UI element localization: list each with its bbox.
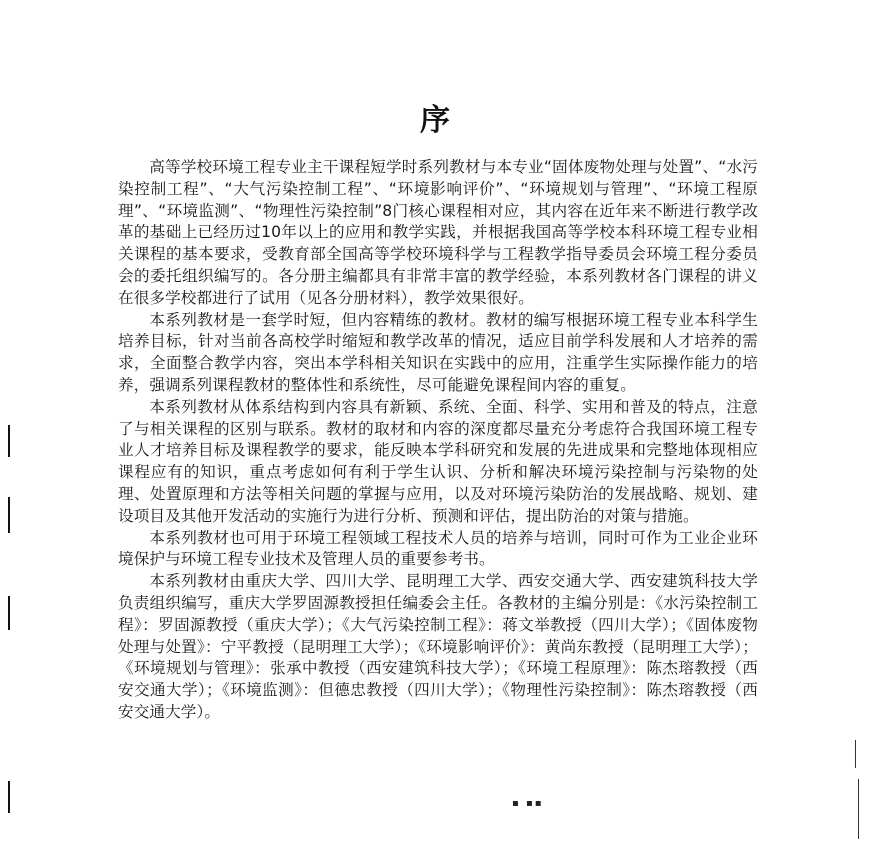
page-footer-mark: ▪ ▪▪ bbox=[512, 798, 544, 809]
scan-edge-mark bbox=[855, 740, 856, 768]
scan-edge-mark bbox=[858, 779, 859, 839]
scan-edge-mark bbox=[8, 425, 10, 457]
paragraph: 本系列教材由重庆大学、四川大学、昆明理工大学、西安交通大学、西安建筑科技大学负责组织编写，重庆大学罗固源教授担任编委会主任。各教材的主编分别是：《水污染控制工程》：罗固源教授（重庆大学）；《大气污染控制工程》：蒋文举教授（四川大学）；《固体废物处理与处置》：宁平教授（昆明理工大学）；《环境影响评价》：黄尚东教授（昆明理工大学）；《环境规划与管理》：张承中教授（西安建筑科技大学）；《环境工程原理》：陈杰瑢教授（西安交通大学）；《环境监测》：但德忠教授（四川大学）；《物理性污染控制》：陈杰瑢教授（西安交通大学）。 bbox=[118, 572, 758, 721]
paragraph: 本系列教材也可用于环境工程领域工程技术人员的培养与培训，同时可作为工业企业环境保护与环境工程专业技术及管理人员的重要参考书。 bbox=[118, 528, 758, 569]
preface-body bbox=[118, 157, 758, 724]
paragraph: 本系列教材从体系结构到内容具有新颖、系统、全面、科学、实用和普及的特点，注意了与相关课程的区别与联系。教材的取材和内容的深度都尽量充分考虑符合我国环境工程专业人才培养目标及课程教学的要求，能反映本学科研究和发展的先进成果和完整地体现相应课程应有的知识，重点考虑如何有利于学生认识、分析和解决环境污染控制与污染物的处理、处置原理和方法等相关问题的掌握与应用，以及对环境污染防治的发展战略、规划、建设项目及其他开发活动的实施行为进行分析、预测和评估，提出防治的对策与措施。 bbox=[118, 397, 758, 525]
scan-edge-mark bbox=[8, 781, 10, 813]
paragraph: 高等学校环境工程专业主干课程短学时系列教材与本专业“固体废物处理与处置”、“水污染控制工程”、“大气污染控制工程”、“环境影响评价”、“环境规划与管理”、“环境工程原理”、“环境监测”、“物理性污染控制”8门核心课程相对应，其内容在近年来不断进行教学改革的基础上已经历过10年以上的应用和教学实践，并根据我国高等学校本科环境工程专业相关课程的基本要求，受教育部全国高等学校环境科学与工程教学指导委员会环境工程分委员会的委托组织编写的。各分册主编都具有非常丰富的教学经验，本系列教材各门课程的讲义在很多学校都进行了试用（见各分册材料），教学效果很好。 bbox=[118, 158, 758, 307]
paragraph: 本系列教材是一套学时短，但内容精练的教材。教材的编写根据环境工程专业本科学生培养目标，针对当前各高校学时缩短和教学改革的情况，适应目前学科发展和人才培养的需求，全面整合教学内容，突出本学科相关知识在实践中的应用，注重学生实际操作能力的培养，强调系列课程教材的整体性和系统性，尽可能避免课程间内容的重复。 bbox=[118, 310, 758, 394]
scan-edge-mark bbox=[8, 596, 10, 630]
scan-edge-mark bbox=[8, 497, 10, 533]
page-title: 序 bbox=[420, 103, 450, 138]
